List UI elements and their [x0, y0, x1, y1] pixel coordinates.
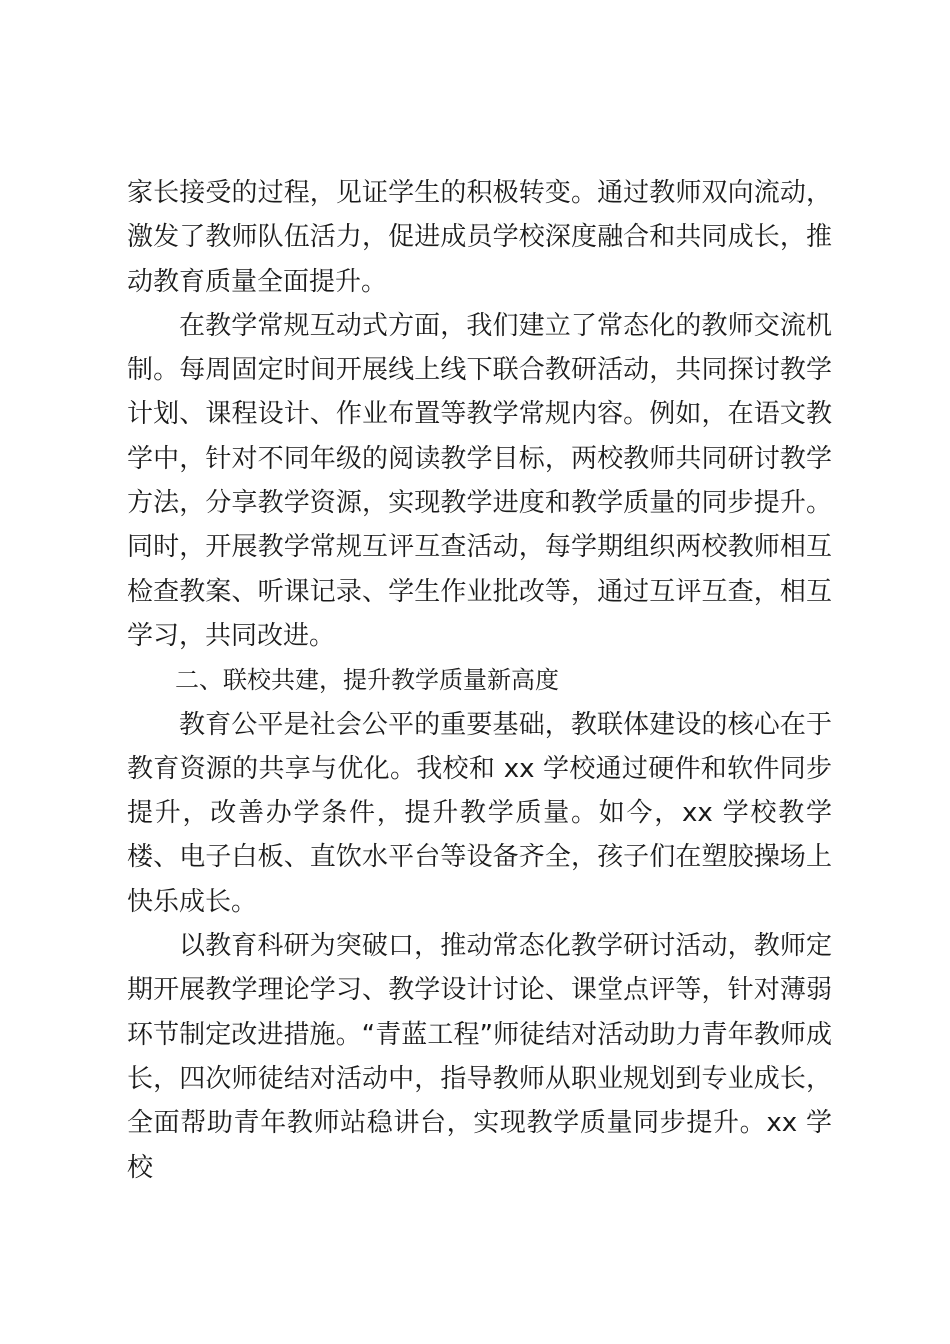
paragraph-continuation: 家长接受的过程，见证学生的积极转变。通过教师双向流动，激发了教师队伍活力，促进成员学校深度融合和共同成长，推动教育质量全面提升。	[127, 178, 832, 297]
document-body	[127, 171, 832, 1190]
paragraph-research: 以教育科研为突破口，推动常态化教学研讨活动，教师定期开展教学理论学习、教学设计讨论、课堂点评等，针对薄弱环节制定改进措施。“青蓝工程”师徒结对活动助力青年教师成长，四次师徒结对活动中，指导教师从职业规划到专业成长，全面帮助青年教师站稳讲台，实现教学质量同步提升。xx 学校	[127, 931, 832, 1183]
section-heading: 二、联校共建，提升教学质量新高度	[175, 666, 559, 695]
paragraph-teaching-routine: 在教学常规互动式方面，我们建立了常态化的教师交流机制。每周固定时间开展线上线下联合教研活动，共同探讨教学计划、课程设计、作业布置等教学常规内容。例如，在语文教学中，针对不同年级的阅读教学目标，两校教师共同研讨教学方法，分享教学资源，实现教学进度和教学质量的同步提升。同时，开展教学常规互评互查活动，每学期组织两校教师相互检查教案、听课记录、学生作业批改等，通过互评互查，相互学习，共同改进。	[127, 310, 832, 651]
paragraph-education-equity: 教育公平是社会公平的重要基础，教联体建设的核心在于教育资源的共享与优化。我校和 xx 学校通过硬件和软件同步提升，改善办学条件，提升教学质量。如今，xx 学校教学楼、电子白板、直饮水平台等设备齐全，孩子们在塑胶操场上快乐成长。	[127, 709, 832, 917]
